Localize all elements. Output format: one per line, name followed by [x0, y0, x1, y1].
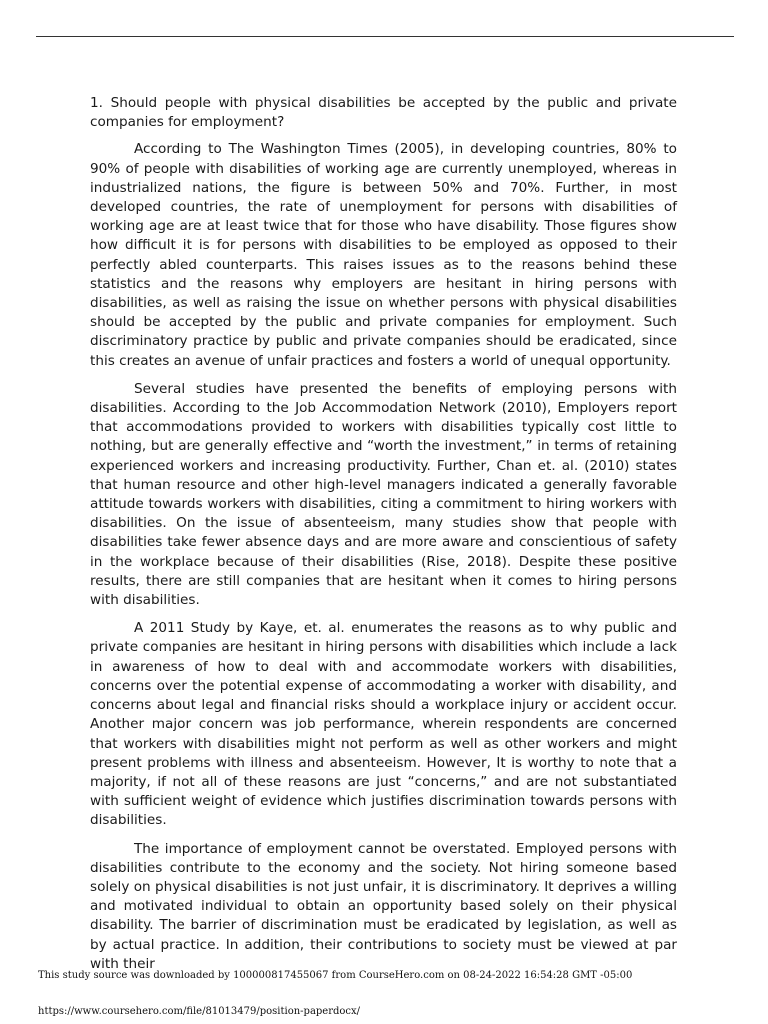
document-body	[90, 94, 677, 983]
paragraph-benefits: Several studies have presented the benefits of employing persons with disabilities. According to the Job Accommodation Network (2010), Employers report that accommodations provided to workers with disabilities typically cost little to nothing, but are generally effective and “worth the investment,” in terms of retaining experienced workers and increasing productivity. Further, Chan et. al. (2010) states that human resource and other high-level managers indicated a generally favorable attitude towards workers with disabilities, citing a commitment to hiring workers with disabilities. On the issue of absenteeism, many studies show that people with disabilities take fewer absence days and are more aware and conscientious of safety in the workplace because of their disabilities (Rise, 2018). Despite these positive results, there are still companies that are hesitant when it comes to hiring persons with disabilities.	[90, 380, 677, 609]
paragraph-hesitancy-reasons: A 2011 Study by Kaye, et. al. enumerates the reasons as to why public and private companies are hesitant in hiring persons with disabilities which include a lack in awareness of how to deal with and accommodate workers with disabilities, concerns over the potential expense of accommodating a worker with disability, and concerns about legal and financial risks should a workplace injury or accident occur. Another major concern was job performance, wherein respondents are concerned that workers with disabilities might not perform as well as other workers and might present problems with illness and absenteeism. However, It is worthy to note that a majority, if not all of these reasons are just “concerns,” and are not substantiated with sufficient weight of evidence which justifies discrimination towards persons with disabilities.	[90, 620, 677, 829]
download-source-notice: This study source was downloaded by 100000817455067 from CourseHero.com on 08-24-2022 16:54:28 GMT -05:00	[38, 970, 633, 981]
header-divider	[36, 36, 734, 37]
paragraph-statistics: According to The Washington Times (2005), in developing countries, 80% to 90% of people with disabilities of working age are currently unemployed, whereas in industrialized nations, the figure is between 50% and 70%. Further, in most developed countries, the rate of unemployment for persons with disabilities of working age are at least twice that for those who have disability. Those figures show how difficult it is for persons with disabilities to be employed as opposed to their perfectly abled counterparts. This raises issues as to the reasons behind these statistics and the reasons why employers are hesitant in hiring persons with disabilities, as well as raising the issue on whether persons with physical disabilities should be accepted by the public and private companies for employment. Such discriminatory practice by public and private companies should be eradicated, since this creates an avenue of unfair practices and fosters a world of unequal opportunity.	[90, 141, 677, 369]
paragraph-importance: The importance of employment cannot be overstated. Employed persons with disabilities contribute to the economy and the society. Not hiring someone based solely on physical disabilities is not just unfair, it is discriminatory. It deprives a willing and motivated individual to obtain an opportunity based solely on their physical disability. The barrier of discrimination must be eradicated by legislation, as well as by actual practice. In addition, their contributions to society must be viewed at par with their	[90, 840, 677, 972]
source-url: https://www.coursehero.com/file/81013479/position-paperdocx/	[38, 1006, 361, 1017]
question-heading: 1. Should people with physical disabilities be accepted by the public and private companies for employment?	[90, 95, 677, 131]
